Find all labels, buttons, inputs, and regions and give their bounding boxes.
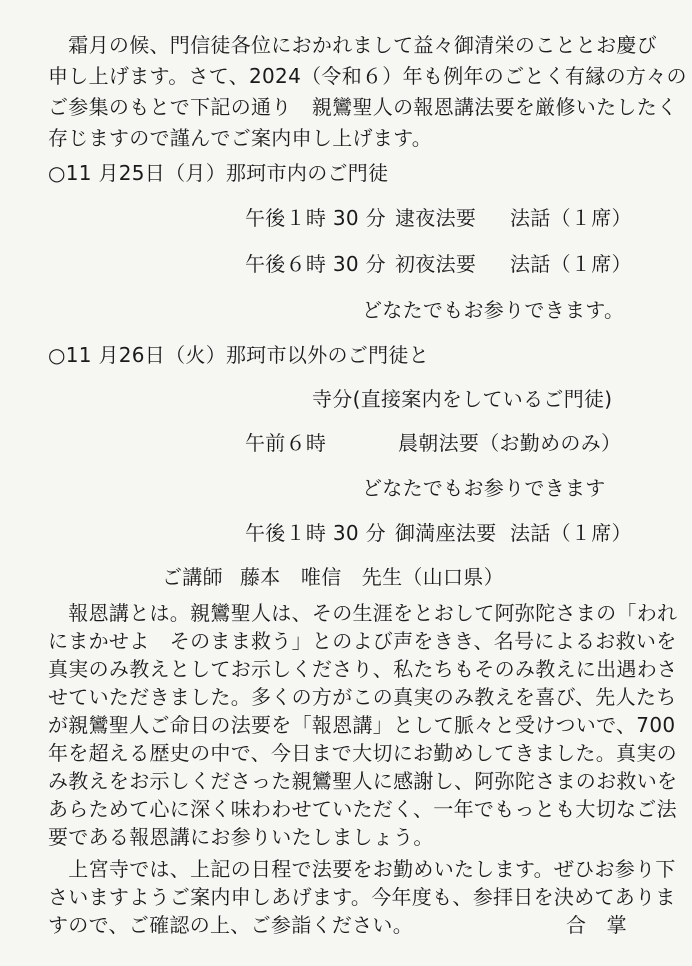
about-line-3: 真実のみ教えとしてお示しくださり、私たちもそのみ教えに出遇わさ <box>48 657 678 681</box>
intro-line-1: 霜月の候、門信徒各位におかれまして益々御清栄のこととお慶び <box>48 33 657 57</box>
day1-row1-time: 午後１時 30 分 <box>245 206 386 230</box>
day1-heading: ○11 月25日（月）那珂市内のご門徒 <box>48 161 389 185</box>
signature-gassho: 合 掌 <box>566 913 627 937</box>
day2-note: どなたでもお参りできます <box>362 476 606 500</box>
about-line-9: 要である報恩講にお参りいたしましょう。 <box>48 825 434 849</box>
lecturer-label: ご講師 <box>162 565 223 589</box>
day1-row2-sermon: 法話（１席） <box>510 252 632 276</box>
about-line-5: が親鸞聖人ご命日の法要を「報恩講」として脈々と受けついで、700 <box>48 713 676 737</box>
intro-line-2: 申し上げます。さて、2024（令和６）年も例年のごとく有縁の方々の <box>48 64 687 88</box>
day2-row1-time: 午前６時 <box>245 431 327 455</box>
day1-row1-sermon: 法話（１席） <box>510 206 632 230</box>
about-line-2: にまかせよ そのまま救う」とのよび声をきき、名号によるお救いを <box>48 629 677 653</box>
closing-line-2: さいますようご案内申しあげます。今年度も、参拝日を決めてありま <box>48 885 676 909</box>
closing-line-3: すので、ご確認の上、ご参詣ください。 <box>48 913 413 937</box>
about-line-7: み教えをお示しくださった親鸞聖人に感謝し、阿弥陀さまのお救いを <box>48 769 678 793</box>
day2-row2-sermon: 法話（１席） <box>510 521 632 545</box>
day1-note: どなたでもお参りできます。 <box>362 298 625 322</box>
day2-heading: ○11 月26日（火）那珂市以外のご門徒と <box>48 343 430 367</box>
closing-line-1: 上宮寺では、上記の日程で法要をお勤めいたします。ぜひお参り下 <box>48 857 676 881</box>
about-line-4: せていただきました。多くの方がこの真実のみ教えを喜び、先人たち <box>48 685 677 709</box>
about-line-8: あらためて心に深く味わわせていただく、一年でもっとも大切なご法 <box>48 797 677 821</box>
intro-line-4: 存じますので謹んでご案内申し上げます。 <box>48 126 433 150</box>
day2-row2-time: 午後１時 30 分 <box>245 521 386 545</box>
day2-row2-event: 御満座法要 <box>395 521 497 545</box>
about-line-6: 年を超える歴史の中で、今日まで大切にお勤めしてきました。真実の <box>48 741 677 765</box>
day2-heading2: 寺分(直接案内をしているご門徒) <box>312 387 613 411</box>
about-line-1: 報恩講とは。親鸞聖人は、その生涯をとおして阿弥陀さまの「われ <box>48 601 678 625</box>
lecturer-name: 藤本 唯信 先生（山口県） <box>240 565 504 589</box>
day1-row1-event: 逮夜法要 <box>395 206 477 230</box>
day1-row2-event: 初夜法要 <box>395 252 477 276</box>
day2-row1-event: 晨朝法要（お勤めのみ） <box>398 431 622 455</box>
day1-row2-time: 午後６時 30 分 <box>245 252 386 276</box>
intro-line-3: ご参集のもとで下記の通り 親鸞聖人の報恩講法要を厳修いたしたく <box>48 95 678 119</box>
